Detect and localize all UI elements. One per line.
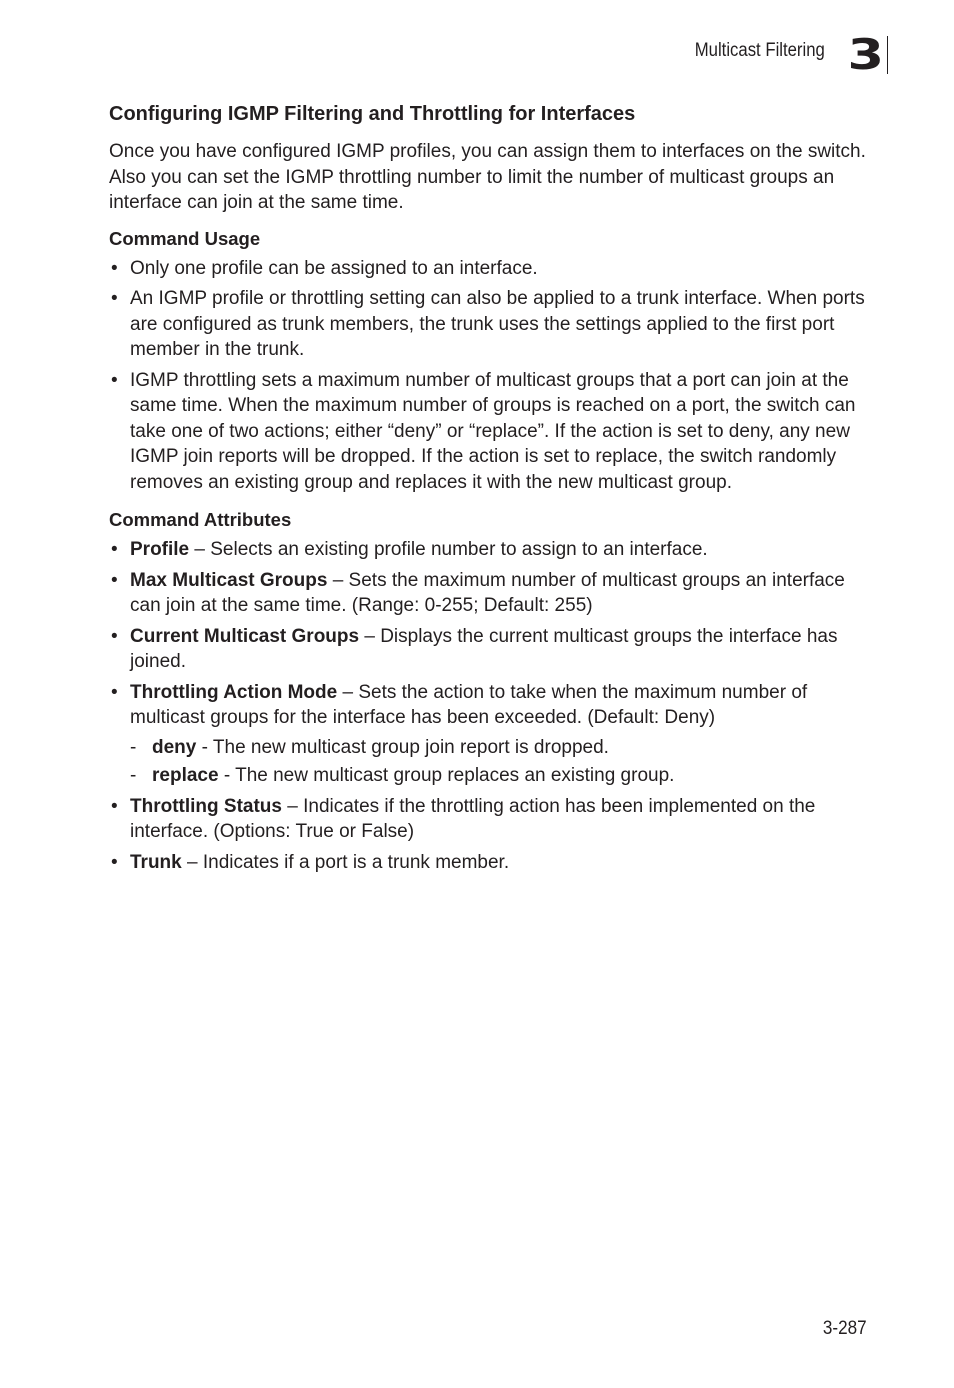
- attribute-description: – Displays the current multicast groups the interface has joined.: [130, 625, 838, 672]
- list-item: [109, 286, 869, 363]
- list-item: [109, 850, 869, 876]
- bullet-mark: •: [111, 851, 118, 873]
- bullet-mark: •: [111, 569, 118, 591]
- list-item: [109, 256, 869, 282]
- header-title: Multicast Filtering: [694, 40, 825, 61]
- action-options-list: [130, 735, 869, 789]
- attribute-term: Current Multicast Groups: [130, 625, 360, 647]
- bullet-mark: •: [111, 288, 118, 309]
- command-usage-heading: Command Usage: [109, 227, 261, 249]
- chapter-number: 3: [847, 30, 883, 79]
- attribute-description: – Indicates if the throttling action has been implemented on the interface. (Options: True or False): [130, 795, 816, 842]
- chapter-badge: [843, 30, 888, 79]
- dash-mark: -: [130, 736, 137, 758]
- list-item-text: Only one profile can be assigned to an interface.: [130, 257, 538, 279]
- bullet-mark: •: [111, 369, 118, 391]
- command-attributes-heading: Command Attributes: [109, 509, 292, 530]
- section-heading: Configuring IGMP Filtering and Throttling for Interfaces: [109, 103, 636, 125]
- attribute-term: Trunk: [130, 851, 182, 873]
- bullet-mark: •: [111, 795, 118, 817]
- option-term: replace: [152, 765, 219, 786]
- list-item: [109, 537, 869, 563]
- command-attributes-list: [109, 537, 869, 875]
- command-usage-list: [109, 256, 869, 496]
- list-item-text: IGMP throttling sets a maximum number of multicast groups that a port can join at the same time. When the maximum number of groups is reached on a port, the switch can take one of two actions; either “deny” or “replace”. If the action is set to deny, any new IGMP join reports will be dropped. If the action is set to replace, the switch randomly removes an existing group and replaces it with the new multicast group.: [130, 369, 856, 493]
- attribute-term: Throttling Status: [130, 795, 282, 817]
- attribute-description: – Indicates if a port is a trunk member.: [181, 851, 510, 873]
- bullet-mark: •: [111, 681, 118, 703]
- list-item: [130, 763, 869, 789]
- option-description: - The new multicast group replaces an existing group.: [218, 765, 675, 786]
- page-number: 3-287: [823, 1318, 867, 1339]
- list-item: [130, 735, 869, 761]
- option-description: - The new multicast group join report is dropped.: [196, 736, 609, 758]
- attribute-description: – Sets the action to take when the maximum number of multicast groups for the interface has been exceeded. (Default: Deny): [130, 681, 808, 728]
- bullet-mark: •: [111, 625, 118, 647]
- bullet-mark: •: [111, 539, 118, 560]
- attribute-description: – Sets the maximum number of multicast groups an interface can join at the same time. (Range: 0-255; Default: 255): [130, 569, 845, 616]
- intro-paragraph: Once you have configured IGMP profiles, you can assign them to interfaces on the switch. Also you can set the IGMP throttling number to limit the number of multicast groups an interface can join at the same time.: [109, 141, 866, 213]
- page-content: [109, 101, 869, 887]
- attribute-term: Throttling Action Mode: [130, 681, 338, 703]
- attribute-term: Profile: [130, 539, 190, 560]
- option-term: deny: [152, 736, 197, 758]
- list-item: [109, 794, 869, 845]
- attribute-term: Max Multicast Groups: [130, 569, 328, 591]
- bullet-mark: •: [111, 257, 118, 279]
- running-header: [677, 30, 888, 79]
- list-item: [109, 624, 869, 675]
- list-item: [109, 680, 869, 789]
- dash-mark: -: [130, 765, 137, 786]
- list-item-text: An IGMP profile or throttling setting can also be applied to a trunk interface. When ports are configured as trunk members, the trunk uses the settings applied to the first port member in the trunk.: [130, 288, 865, 360]
- list-item: [109, 368, 869, 496]
- attribute-description: – Selects an existing profile number to assign to an interface.: [189, 539, 708, 560]
- list-item: [109, 568, 869, 619]
